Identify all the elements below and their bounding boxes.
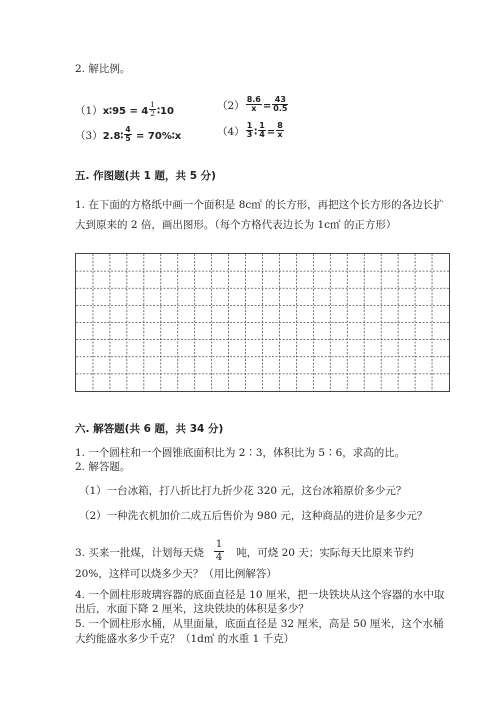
fraction-c: $\frac{8}{x}$ (277, 121, 283, 139)
problem-4 (217, 120, 285, 139)
question-text: 1. 一个圆柱和一个圆锥底面积比为 2∶3，体积比为 5∶6，求高的比。 (75, 447, 406, 459)
problem-label: （4） (217, 126, 245, 138)
grid-lines (76, 254, 449, 391)
question-text: 2. 解答题。 (75, 461, 131, 473)
mixed-fraction: $\frac{1}{2}$ (150, 100, 156, 118)
problem-label: （3） (75, 130, 103, 142)
question-text: 4. 一个圆柱形玻璃容器的底面直径是 10 厘米，把一块铁块从这个容器的水中取 (75, 589, 445, 601)
problem-label: （1） (75, 105, 103, 117)
fraction-b: $\frac{1}{4}$ (259, 121, 265, 139)
problem-expression-tail: = 70%∶x (132, 131, 182, 142)
fraction: $\frac{4}{5}$ (125, 125, 131, 143)
problem-expression: 2.8∶ (102, 131, 124, 142)
question-text: 1. 在下面的方格纸中画一个面积是 8c㎡ 的长方形，再把这个长方形的各边长扩 (75, 199, 444, 211)
problem-label: （2） (217, 100, 245, 112)
question-text: （1）一台冰箱，打八折比打九折少花 320 元，这台冰箱原价多少元？ (79, 485, 407, 497)
problem-3 (75, 124, 181, 143)
equals-sign: = (266, 127, 276, 138)
fraction-right: $\frac{43}{0.5}$ (273, 95, 288, 113)
question-text: 20%，这样可以烧多少天？（用比例解答） (75, 568, 277, 580)
section-title: 五. 作图题(共 1 题，共 5 分) (75, 170, 216, 182)
equals-sign: = (262, 101, 272, 112)
ratio-colon: ∶ (254, 127, 258, 138)
question-text: 吨，可烧 20 天；实际每天比原来节约 (236, 547, 414, 559)
question-text: （2）一种洗衣机加价二成五后售价为 980 元，这种商品的进价是多少元？ (79, 510, 428, 522)
problem-expression: x∶95 = 4 (102, 106, 149, 117)
fraction: $\frac{1}{4}$ (215, 539, 223, 563)
question-text: 大约能盛水多少千克？（1d㎡ 的水重 1 千克） (75, 633, 295, 645)
question-text: 大到原来的 2 倍，画出图形。（每个方格代表边长为 1c㎡ 的正方形） (75, 219, 397, 231)
question-text: 出后，水面下降 2 厘米，这块铁块的体积是多少？ (75, 603, 309, 615)
problem-expression-tail: ∶10 (157, 106, 174, 117)
question-3 (75, 539, 414, 564)
problem-2 (217, 94, 289, 113)
fraction-a: $\frac{1}{3}$ (246, 121, 253, 139)
problem-1 (75, 99, 174, 118)
section-title: 六. 解答题(共 6 题，共 34 分) (75, 423, 224, 435)
question-text: 5. 一个圆柱形水桶，从里面量，底面直径是 32 厘米，高是 50 厘米，这个水桶 (75, 618, 444, 630)
square-grid (75, 253, 450, 392)
section-heading: 2. 解比例。 (75, 63, 131, 75)
fraction-left: $\frac{8.6}{x}$ (246, 95, 261, 113)
question-text: 3. 买来一批煤，计划每天烧 (75, 547, 204, 559)
